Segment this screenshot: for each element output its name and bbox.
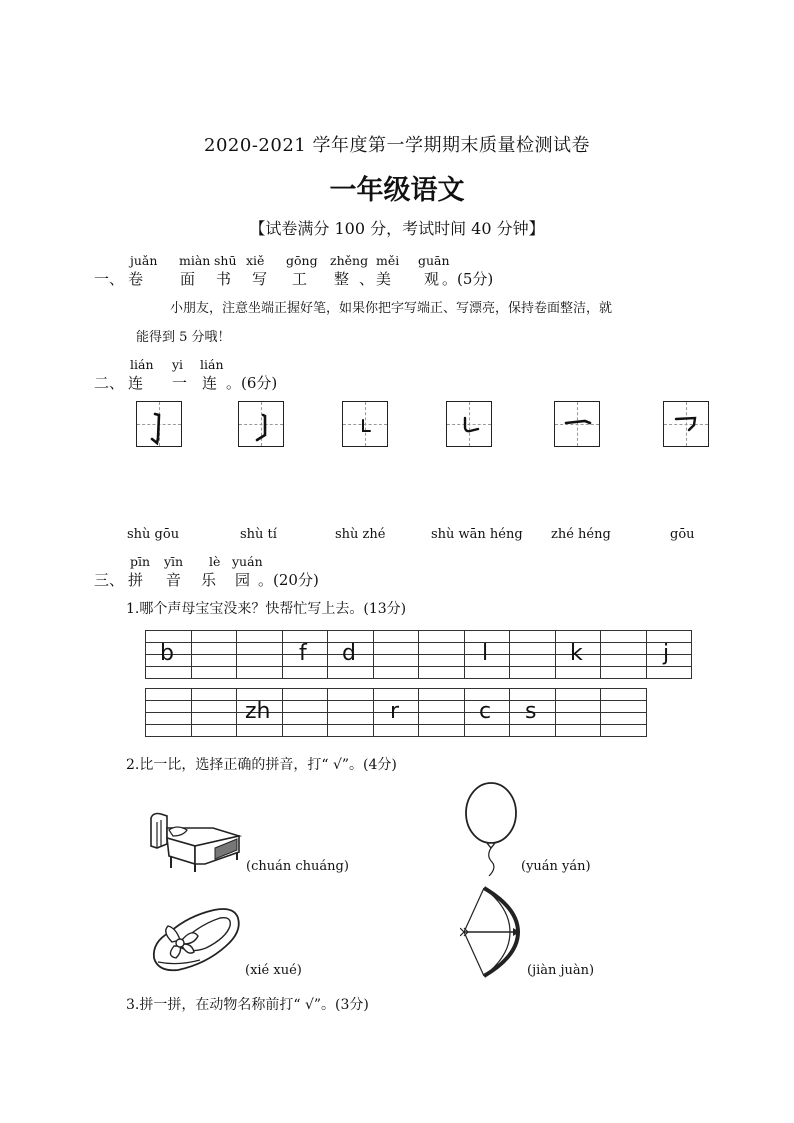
pinyin: lián [200,357,224,372]
exam-note: 【试卷满分 100 分，考试时间 40 分钟】 [249,219,545,238]
char: 卷 [128,270,144,288]
grid-letter: f [299,641,307,666]
bed-options: (chuán chuáng) [246,859,349,874]
grid-letter: d [342,641,356,666]
question-3: 3.拼一拼，在动物名称前打“ √”。(3分) [126,997,369,1013]
pinyin: juǎn [130,253,158,268]
grid-letter: zh [245,699,271,724]
separator: 、 [359,270,375,288]
char: 音 [166,571,182,589]
grid-letter: r [390,699,400,724]
grid-letter: l [482,641,489,666]
pinyin: měi [376,253,400,268]
shoe-icon [148,902,244,978]
char: 书 [216,270,232,288]
shoe-options: (xié xué) [245,963,302,978]
char: 连 [202,374,218,392]
stroke-name: shù wān héng [431,527,523,542]
question-1: 1.哪个声母宝宝没来？快帮忙写上去。(13分) [126,601,407,617]
section1-score: 。(5分) [442,270,494,288]
pinyin: zhěng [330,253,369,268]
question-2: 2.比一比，选择正确的拼音，打“ √”。(4分) [126,757,397,773]
char: 写 [252,270,268,288]
stroke-name: shù gōu [127,527,180,542]
char: 园 [235,571,251,589]
pinyin: gōng [286,253,318,268]
exam-title: 2020-2021 学年度第一学期期末质量检测试卷 [204,135,590,156]
section3-number: 三、 [94,571,125,589]
pinyin: miàn [179,253,211,268]
pinyin: shū [214,253,237,268]
pinyin: guān [418,253,450,268]
char: 乐 [201,571,217,589]
pinyin: yi [172,357,184,372]
char: 面 [180,270,196,288]
shu-zhe-stroke-icon [342,401,388,447]
shu-ti-stroke-icon [238,401,284,447]
balloon-icon [462,780,520,880]
pinyin: yuán [232,554,263,569]
grid-letter: s [525,699,537,724]
char: 一 [172,374,188,392]
pinyin: lè [209,554,221,569]
char: 连 [128,374,144,392]
section1-desc-line2: 能得到 5 分哦！ [136,330,231,345]
grid-letter: b [160,641,174,666]
char: 整 [334,270,350,288]
section1-desc-line1: 小朋友，注意坐端正握好笔，如果你把字写端正、写漂亮，保持卷面整洁，就 [170,301,613,316]
pinyin: lián [130,357,154,372]
shu-wan-heng-stroke-icon [446,401,492,447]
bed-icon [143,808,243,874]
pinyin: yīn [164,554,184,569]
gou-stroke-icon [663,401,709,447]
section2-score: 。(6分) [226,374,278,392]
section1-number: 一、 [94,270,125,288]
section3-score: 。(20分) [258,571,319,589]
grid-letter: c [479,699,492,724]
stroke-name: zhé héng [551,527,611,542]
exam-subtitle: 一年级语文 [329,175,465,206]
pinyin: xiě [246,253,265,268]
char: 工 [292,270,308,288]
bow-arrow-icon [460,884,524,980]
grid-letter: j [663,641,670,666]
balloon-options: (yuán yán) [521,859,591,874]
grid-letter: k [570,641,583,666]
stroke-name: shù tí [240,527,277,542]
char: 美 [376,270,392,288]
shu-gou-stroke-icon [136,401,182,447]
zhe-heng-stroke-icon [554,401,600,447]
stroke-name: gōu [670,527,695,542]
pinyin: pīn [130,554,151,569]
char: 拼 [128,571,144,589]
section2-number: 二、 [94,374,125,392]
pinyin-grid-row-1 [145,630,692,679]
bow-options: (jiàn juàn) [527,963,595,978]
stroke-name: shù zhé [335,527,386,542]
char: 观 [424,270,440,288]
